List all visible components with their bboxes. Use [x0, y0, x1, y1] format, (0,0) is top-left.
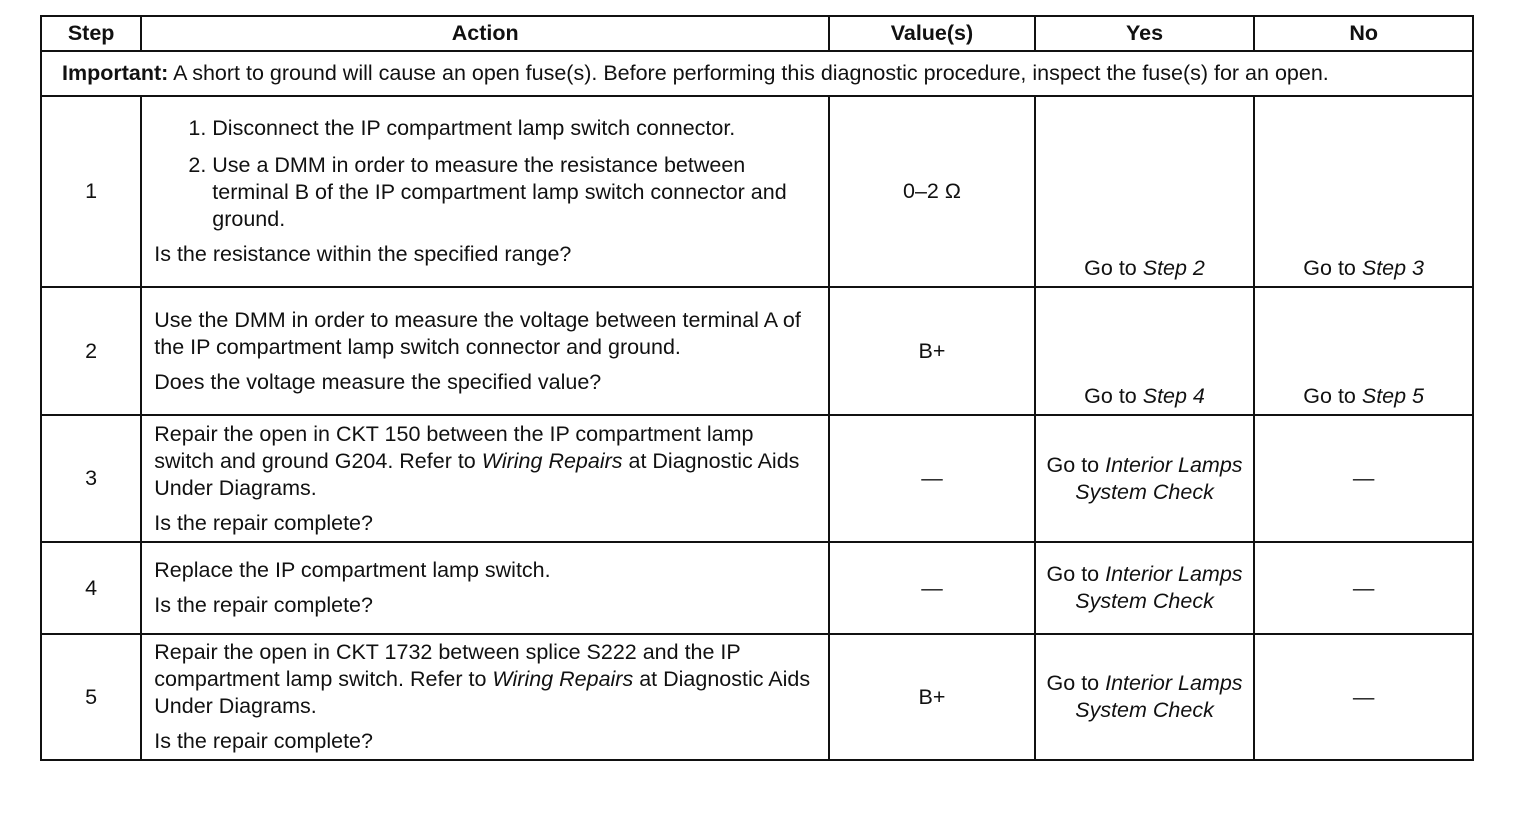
important-text: A short to ground will cause an open fuse(s). Before performing this diagnostic procedure, inspect the fuse(s) for an open. [168, 61, 1329, 85]
yes-prefix: Go to [1046, 562, 1106, 586]
header-step: Step [41, 16, 141, 51]
no-step-link[interactable]: Step 5 [1361, 384, 1425, 408]
table-row [41, 415, 1473, 542]
action-list [154, 115, 816, 233]
action-question: Is the repair complete? [154, 593, 373, 617]
action-question: Does the voltage measure the specified value? [154, 369, 602, 394]
table-row [41, 542, 1473, 634]
action-question: Is the repair complete? [154, 510, 373, 535]
value-cell: 0–2 Ω [829, 96, 1035, 287]
important-row [41, 51, 1473, 96]
action-text-part: Repair the open in CKT 150 between the IP compartment lamp switch and ground G204. Refer to [154, 421, 754, 473]
yes-step-link[interactable]: Step 2 [1142, 256, 1205, 280]
step-number: 2 [41, 287, 141, 415]
table-row [41, 287, 1473, 415]
step-number: 3 [41, 415, 141, 542]
table-row [41, 634, 1473, 760]
value-cell: — [829, 415, 1035, 542]
list-item: 1. Disconnect the IP compartment lamp switch connector. [212, 115, 816, 142]
yes-prefix: Go to [1084, 384, 1143, 408]
action-cell [141, 634, 829, 760]
no-cell [1254, 96, 1473, 287]
system-check-link[interactable]: Interior Lamps System Check [1075, 452, 1243, 504]
action-text-part: Repair the open in CKT 1732 between splice S222 and the IP compartment lamp switch. Refer to [154, 640, 741, 691]
diagnostic-table [40, 15, 1474, 761]
action-text: Replace the IP compartment lamp switch. [154, 558, 551, 582]
action-text-part: at Diagnostic Aids Under Diagrams. [154, 667, 811, 718]
value-cell: B+ [829, 287, 1035, 415]
no-cell: — [1254, 634, 1473, 760]
yes-cell [1035, 96, 1255, 287]
value-cell: B+ [829, 634, 1035, 760]
header-yes: Yes [1035, 16, 1255, 51]
wiring-repairs-link[interactable]: Wiring Repairs [492, 667, 634, 691]
yes-prefix: Go to [1084, 256, 1143, 280]
header-row [41, 16, 1473, 51]
header-action: Action [141, 16, 829, 51]
important-note [41, 51, 1473, 96]
yes-prefix: Go to [1046, 671, 1106, 695]
yes-cell [1035, 542, 1255, 634]
yes-cell [1035, 634, 1255, 760]
table-row [41, 96, 1473, 287]
no-prefix: Go to [1303, 256, 1362, 280]
header-no: No [1254, 16, 1473, 51]
system-check-link[interactable]: Interior Lamps System Check [1075, 671, 1243, 722]
action-text [154, 421, 816, 502]
no-cell: — [1254, 415, 1473, 542]
action-cell [141, 287, 829, 415]
no-cell [1254, 287, 1473, 415]
action-cell [141, 542, 829, 634]
action-question: Is the resistance within the specified range? [154, 242, 572, 266]
action-text-part: at Diagnostic Aids Under Diagrams. [154, 448, 800, 500]
action-cell [141, 96, 829, 287]
step-number: 1 [41, 96, 141, 287]
important-label: Important: [62, 61, 169, 85]
header-values: Value(s) [829, 16, 1035, 51]
value-cell: — [829, 542, 1035, 634]
action-cell [141, 415, 829, 542]
no-cell: — [1254, 542, 1473, 634]
yes-step-link[interactable]: Step 4 [1142, 384, 1205, 408]
action-question: Is the repair complete? [154, 729, 373, 753]
wiring-repairs-link[interactable]: Wiring Repairs [481, 448, 623, 473]
yes-prefix: Go to [1046, 452, 1106, 477]
step-number: 5 [41, 634, 141, 760]
yes-cell [1035, 287, 1255, 415]
list-item: 2. Use a DMM in order to measure the resistance between terminal B of the IP compartment lamp switch connector and ground. [212, 152, 816, 233]
system-check-link[interactable]: Interior Lamps System Check [1075, 562, 1243, 613]
no-step-link[interactable]: Step 3 [1361, 256, 1425, 280]
action-text [154, 639, 816, 720]
yes-cell [1035, 415, 1255, 542]
step-number: 4 [41, 542, 141, 634]
action-text: Use the DMM in order to measure the voltage between terminal A of the IP compartment lamp switch connector and ground. [154, 307, 801, 359]
no-prefix: Go to [1303, 384, 1362, 408]
